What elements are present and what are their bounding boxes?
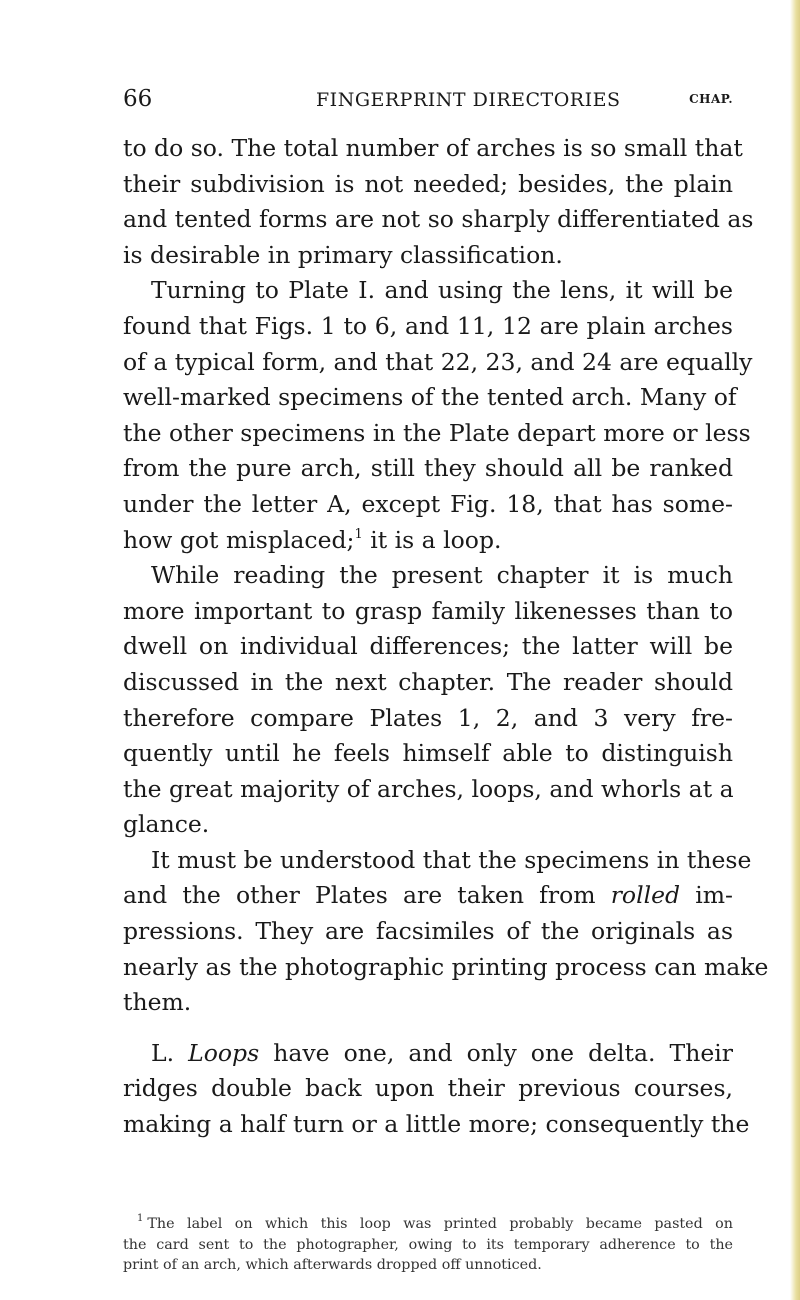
- running-title: FINGERPRINT DIRECTORIES: [316, 89, 621, 111]
- body-text: [123, 131, 769, 1143]
- text-fragment: it is a loop.: [362, 525, 502, 554]
- text-line: their subdivision is not needed; besides, the plain: [123, 169, 733, 198]
- footnote-line: the card sent to the photographer, owing to its temporary adherence to the: [123, 1236, 733, 1253]
- italic-term: Loops: [188, 1038, 260, 1067]
- text-line: glance.: [123, 810, 210, 839]
- text-line: the other specimens in the Plate depart more or less: [123, 418, 751, 447]
- text-fragment: have one, and only one delta. Their: [259, 1038, 733, 1067]
- paragraph-family-likeness: [123, 558, 733, 843]
- text-line: [123, 878, 733, 914]
- text-line: and tented forms are not so sharply differentiated as: [123, 205, 754, 234]
- chapter-marker: CHAP.: [689, 92, 733, 106]
- text-fragment: how got misplaced;: [123, 525, 355, 554]
- paragraph-continuation: [123, 131, 754, 273]
- footnote-reference: 1: [354, 526, 363, 542]
- text-line: nearly as the photographic printing process can make: [123, 952, 769, 981]
- text-line: to do so. The total number of arches is so small that: [123, 134, 743, 162]
- footnote-line: print of an arch, which afterwards dropped off unnoticed.: [123, 1257, 542, 1273]
- text-line: [123, 1036, 733, 1072]
- paragraph-rolled-impressions: [123, 843, 769, 1021]
- text-line: pressions. They are facsimiles of the originals as: [123, 917, 733, 946]
- text-fragment: im-: [680, 881, 733, 910]
- page-edge: [790, 0, 800, 1300]
- section-gap: [123, 1021, 733, 1036]
- text-fragment: and the other Plates are taken from: [123, 881, 611, 910]
- text-line: quently until he feels himself able to distinguish: [123, 739, 733, 768]
- text-line: dwell on individual differences; the latter will be: [123, 632, 733, 661]
- text-line: therefore compare Plates 1, 2, and 3 very fre-: [123, 703, 733, 732]
- paragraph-plate-one: [123, 273, 753, 558]
- text-line: While reading the present chapter it is much: [151, 561, 733, 590]
- paragraph-loops: [123, 1036, 750, 1143]
- text-line: of a typical form, and that 22, 23, and 24 are equally: [123, 347, 753, 376]
- text-line: under the letter A, except Fig. 18, that has some-: [123, 489, 733, 518]
- page-number: 66: [123, 86, 153, 112]
- text-line: making a half turn or a little more; consequently the: [123, 1110, 750, 1139]
- text-fragment: The label on which this loop was printed probably became pasted on: [147, 1216, 733, 1232]
- text-line: ridges double back upon their previous courses,: [123, 1074, 733, 1103]
- running-header: [123, 86, 733, 116]
- footnote: [123, 1214, 733, 1276]
- text-line: discussed in the next chapter. The reader should: [123, 667, 733, 696]
- text-line: found that Figs. 1 to 6, and 11, 12 are plain arches: [123, 311, 733, 340]
- footnote-marker: 1: [137, 1213, 144, 1225]
- footnote-line: [123, 1214, 733, 1235]
- text-line: [123, 523, 733, 559]
- text-line: It must be understood that the specimens in these: [151, 845, 752, 874]
- text-line: from the pure arch, still they should all be ranked: [123, 454, 733, 483]
- text-line: well-marked specimens of the tented arch. Many of: [123, 383, 737, 412]
- text-fragment: L.: [151, 1038, 189, 1067]
- italic-term: rolled: [610, 881, 681, 910]
- text-line: the great majority of arches, loops, and whorls at a: [123, 774, 734, 803]
- text-line: Turning to Plate I. and using the lens, it will be: [151, 276, 733, 305]
- text-line: is desirable in primary classification.: [123, 240, 563, 269]
- text-line: more important to grasp family likenesses than to: [123, 596, 733, 625]
- text-line: them.: [123, 988, 192, 1017]
